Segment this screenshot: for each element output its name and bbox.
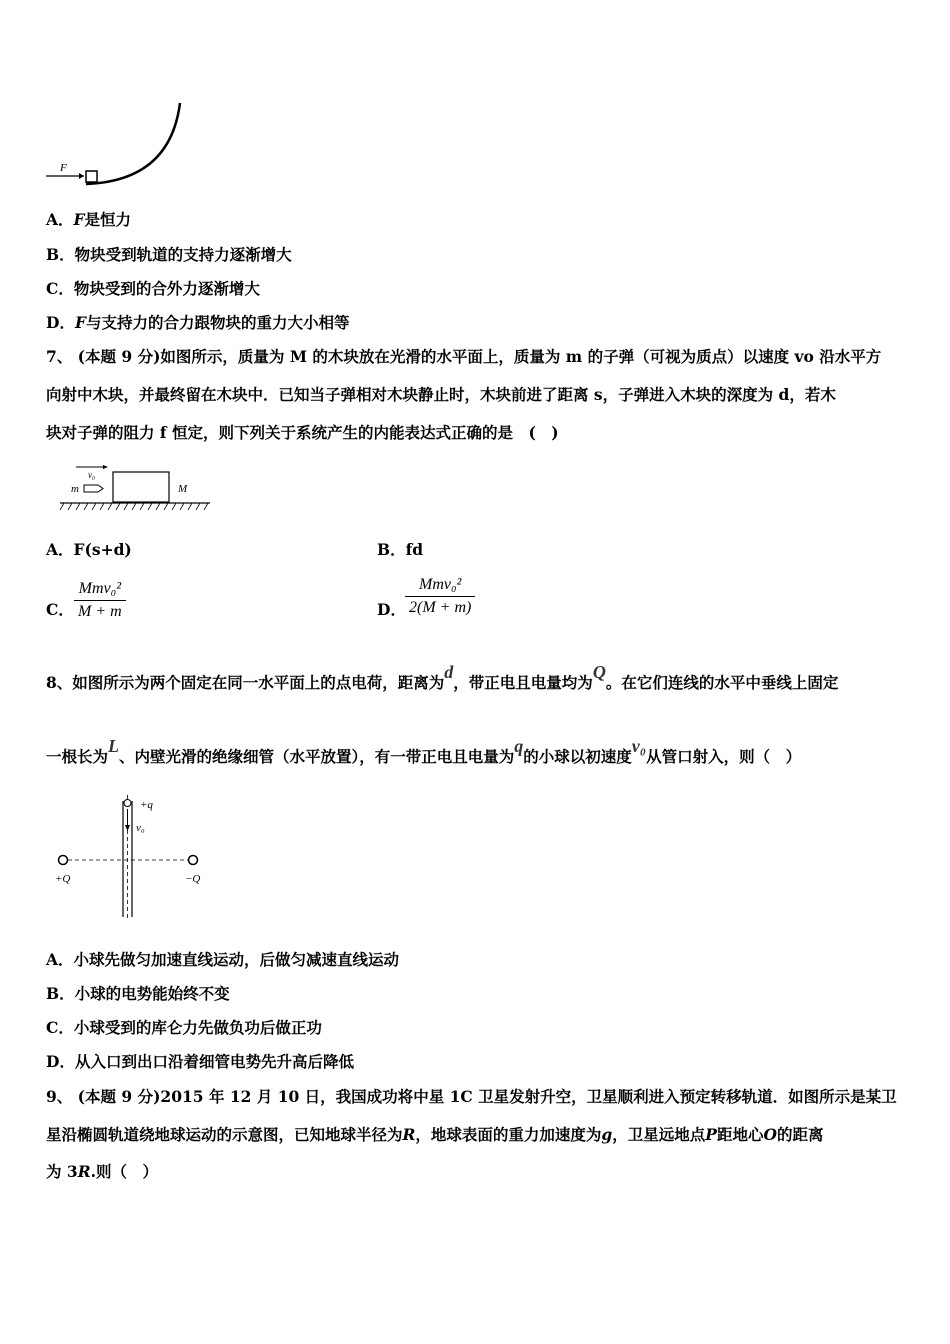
curved-track [86, 103, 180, 184]
q7-option-a: A．F(s+d) [46, 540, 132, 559]
q7-option-b: B．fd [377, 540, 424, 559]
wood-block [113, 472, 169, 502]
q6-option-c: C．物块受到的合外力逐渐增大 [46, 279, 260, 298]
fraction-denominator: 2(M + m) [409, 599, 472, 616]
block-mass-label: M [178, 483, 188, 495]
charges-tube-figure [48, 793, 218, 921]
force-label: F [60, 162, 67, 174]
q8-stem-line2: 一根长为L、内壁光滑的绝缘细管（水平放置），有一带正电且电量为q的小球以初速度v₀从管口射入，则（ ） [46, 736, 802, 766]
positive-charge-left [59, 856, 68, 865]
curved-track-figure [40, 95, 200, 195]
q6-option-d: D．F与支持力的合力跟物块的重力大小相等 [46, 313, 350, 332]
small-ball [124, 800, 131, 807]
symbol-v0: v₀ [631, 736, 647, 756]
q9-stem-line2: 星沿椭圆轨道绕地球运动的示意图，已知地球半径为R，地球表面的重力加速度为g，卫星远地点P距地心O的距离 [46, 1125, 824, 1144]
bullet-block-figure [58, 458, 218, 516]
fraction-denominator: M + m [78, 603, 122, 620]
symbol-q: q [514, 736, 524, 756]
fraction-numerator: Mmv₀² [78, 580, 122, 597]
q7-option-d-fraction [405, 576, 475, 617]
q8-option-b: B．小球的电势能始终不变 [46, 984, 230, 1003]
q7-stem-line3: 块对子弹的阻力 f 恒定，则下列关于系统产生的内能表达式正确的是 ( ) [46, 423, 559, 442]
q6-option-b: B．物块受到轨道的支持力逐渐增大 [46, 245, 292, 264]
q8-stem-line1: 8、如图所示为两个固定在同一水平面上的点电荷，距离为d，带正电且电量均为Q。在它们连线的水平中垂线上固定 [46, 662, 839, 692]
q8-option-a: A．小球先做匀加速直线运动，后做匀减速直线运动 [46, 950, 400, 969]
q8-option-c: C．小球受到的库仑力先做负功后做正功 [46, 1018, 322, 1037]
fraction-numerator: Mmv₀² [419, 576, 462, 593]
q9-stem-line3: 为 3R.则（ ） [46, 1162, 158, 1181]
q7-stem-line2: 向射中木块，并最终留在木块中．已知当子弹相对木块静止时，木块前进了距离 s，子弹进入木块的深度为 d，若木 [46, 385, 836, 404]
q9-stem-line1: 9、 (本题 9 分)2015 年 12 月 10 日，我国成功将中星 1C 卫星发射升空，卫星顺利进入预定转移轨道．如图所示是某卫 [46, 1087, 897, 1106]
block [86, 171, 97, 182]
q7-option-c-label: C． [46, 600, 74, 619]
symbol-Q: Q [592, 662, 606, 682]
velocity-label: v₀ [88, 470, 96, 480]
symbol-L: L [108, 736, 120, 756]
bullet-mass-label: m [71, 483, 79, 495]
charge-right [189, 856, 198, 865]
right-charge-label: −Q [185, 873, 201, 885]
bullet [84, 485, 103, 492]
q6-option-a: A．F是恒力 [46, 210, 132, 229]
q8-option-d: D．从入口到出口沿着细管电势先升高后降低 [46, 1052, 354, 1071]
q7-stem-line1: 7、 (本题 9 分)如图所示，质量为 M 的木块放在光滑的水平面上，质量为 m 的子弹（可视为质点）以速度 vo 沿水平方 [46, 347, 882, 366]
left-charge-label: +Q [55, 873, 71, 885]
q7-option-d-label: D． [377, 600, 406, 619]
initial-velocity-label: v₀ [136, 822, 145, 834]
ball-charge-label: +q [140, 799, 153, 811]
q7-option-c-fraction [74, 580, 126, 621]
symbol-d: d [444, 662, 454, 682]
